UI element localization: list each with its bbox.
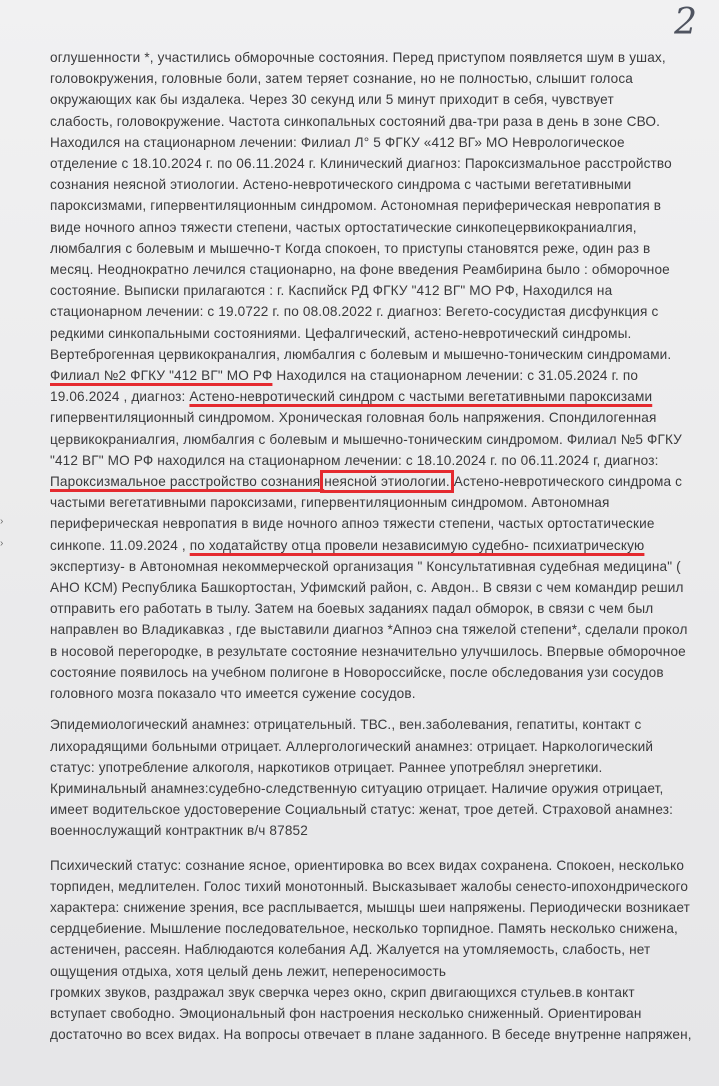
- text-line: состояние появилось на учебном полигоне в Новороссийске, после обследования узи сосудов: [50, 664, 664, 680]
- text-line: астеничен, рассеян. Наблюдаются колебания АД. Жалуется на утомляемость, слабость, нет: [50, 942, 651, 958]
- margin-mark: ›: [0, 516, 4, 527]
- text-line: периферическая невропатия в виде ночного апноэ тяжести степени, частых ортостатические: [50, 516, 655, 532]
- text-line: Психический статус: сознание ясное, ориентировка во всех видах сохранена. Спокоен, несколько: [50, 857, 685, 873]
- text-line: сознания неясной этиологии. Астено-невротического синдрома с частыми вегетативными: [50, 177, 632, 193]
- text-line: направлен во Владикавказ , где выставили диагноз *Апноэ сна тяжелой степени*, сделали прокол: [50, 622, 688, 638]
- text-line: Находился на стационарном лечении: Филиал Л° 5 ФГКУ «412 ВГ» МО Неврологическое: [50, 134, 625, 150]
- text-line: вступает свободно. Эмоциональный фон настроения несколько сниженный. Ориентирован: [50, 1005, 642, 1021]
- text-line: статус: употребление алкоголя, наркотиков отрицает. Раннее употреблял энергетики.: [50, 759, 603, 775]
- text-line: месяц. Неоднократно лечился стационарно, на фоне введения Реамбирина было : обморочное: [50, 262, 670, 278]
- text-line: 19.06.2024 , диагноз: Астено-невротический синдром с частыми вегетативными пароксизами: [50, 389, 653, 405]
- margin-mark: ›: [0, 538, 4, 549]
- text-line: достаточно во всех видах. На вопросы отвечает в плане заданного. В беседе внутренне напряжен,: [50, 1027, 692, 1043]
- text-line: головного мозга показало что имеется сужение сосудов.: [50, 686, 416, 702]
- text-line: торпиден, медлителен. Голос тихий монотонный. Высказывает жалобы сенесто-ипохондрического: [50, 878, 689, 894]
- red-underline: по ходатайству отца провели независимую судебно- психиатрическую: [189, 537, 645, 553]
- text-line: виде ночного апноэ тяжести степени, частых ортостатические синкопецервикокраниалгия,: [50, 219, 637, 235]
- red-underline: Пароксизмальное расстройство сознания: [50, 474, 325, 490]
- text-line: Криминальный анамнез:судебно-следственную ситуацию отрицает. Наличие оружия отрицает,: [50, 780, 664, 796]
- text-line: отправить его работать в тылу. Затем на боевых заданиях падал обморок, в связи с чем был: [50, 601, 654, 617]
- text-line: в носовой перегородке, в результате состояние незначительно улучшилось. Впервые обморочное: [50, 643, 686, 659]
- text-line: Пароксизмальное расстройство сознания неясной этиологии. Астено-невротического синдрома с: [50, 474, 683, 490]
- text-line: люмбалгия с болевым и мышечно-т Когда спокоен, то приступы становятся реже, один раз в: [50, 240, 651, 256]
- text-line: гипервентиляционный синдромом. Хроническая головная боль напряжения. Спондилогенная: [50, 410, 657, 426]
- text-line: Эпидемиологический анамнез: отрицательный. ТВС., вен.заболевания, гепатиты, контакт с: [50, 717, 642, 733]
- text-line: частыми вегетативными пароксизами, гипервентиляционным синдромом. Автономная: [50, 495, 610, 511]
- text-line: слабость, головокружение. Частота синкопальных состояний два-три раза в день в зоне СВО.: [50, 113, 661, 129]
- paragraph-gap: [50, 704, 705, 714]
- text-line: отделение с 18.10.2024 г. по 06.11.2024 г. Клинический диагноз: Пароксизмальное расстройство: [50, 156, 672, 172]
- text-line: характера: снижение зрения, все расплывается, мышцы шеи напряжены. Периодически возникает: [50, 899, 690, 915]
- page-number: 2: [674, 2, 697, 43]
- text-line: редкими синкопальными состояниями. Цефалгический, астено-невротический синдромы.: [50, 325, 632, 341]
- text-line: пароксизмами, гипервентиляционным синдромом. Астономная периферическая невропатия в: [50, 198, 662, 214]
- text-line: лихорадящими больными отрицает. Аллергологический анамнез: отрицает. Наркологический: [50, 738, 654, 754]
- text-line: оглушенности *, участились обморочные состояния. Перед приступом появляется шум в ушах,: [50, 50, 666, 65]
- document-body: [50, 47, 705, 1045]
- text-line: АНО КСМ) Республика Башкортостан, Уфимский район, с. Авдон.. В связи с чем командир решил: [50, 580, 684, 596]
- text-line: военнослужащий контрактник в/ч 87852: [50, 823, 308, 839]
- text-line: Филиал №2 ФГКУ "412 ВГ" МО РФ Находился на стационарном лечении: с 31.05.2024 г. по: [50, 368, 639, 384]
- text-line: экспертизу- в Автономная некоммерческой организация " Консультативная судебная медицина" (: [50, 558, 681, 574]
- red-underline: Астено-невротический синдром с частыми вегетативными пароксизами: [189, 389, 653, 405]
- red-underline: Филиал №2 ФГКУ "412 ВГ" МО РФ: [50, 368, 273, 384]
- text-line: громких звуков, раздражал звук сверчка через окно, скрип двигающихся стульев.в контакт: [50, 984, 635, 1000]
- text-line: ощущения отдыха, хотя целый день лежит, непереносимость: [50, 963, 447, 979]
- text-line: цервикокраниалгия, люмбалгия с болевым и мышечно-тоническим синдромом. Филиал №5 ФГКУ: [50, 431, 682, 447]
- text-line: окружающих как бы издалека. Через 30 секунд или 5 минут приходит в себя, чувствует: [50, 92, 614, 108]
- paragraph-gap: [50, 842, 705, 855]
- text-line: имеет водительское удостоверение Социальный статус: женат, трое детей. Страховой анамнез:: [50, 802, 674, 818]
- text-line: состояние. Выписки прилагаются : г. Каспийск РД ФГКУ "412 ВГ" МО РФ, Находился на: [50, 283, 613, 299]
- text-line: головокружения, головные боли, затем теряет сознание, но не полностью, слышит голоса: [50, 71, 634, 87]
- text-line: стационарном лечении: с 19.0722 г. по 08.08.2022 г. диагноз: Вегето-сосудистая дисфункция с: [50, 304, 659, 320]
- text-line: Вертеброгенная цервикокраналгия, люмбалгия с болевым и мышечно-тоническим синдромами.: [50, 346, 672, 362]
- text-line: сердцебиение. Мышление последовательное, несколько торпидное. Память несколько снижена,: [50, 921, 678, 937]
- red-box-highlight: неясной этиологии.: [324, 474, 450, 490]
- text-line: синкопе. 11.09.2024 , по ходатайству отца провели независимую судебно- психиатрическую: [50, 537, 645, 553]
- text-line: "412 ВГ" МО РФ находился на стационарном лечении: с 18.10.2024 г. по 06.11.2024 г, диагноз:: [50, 452, 659, 468]
